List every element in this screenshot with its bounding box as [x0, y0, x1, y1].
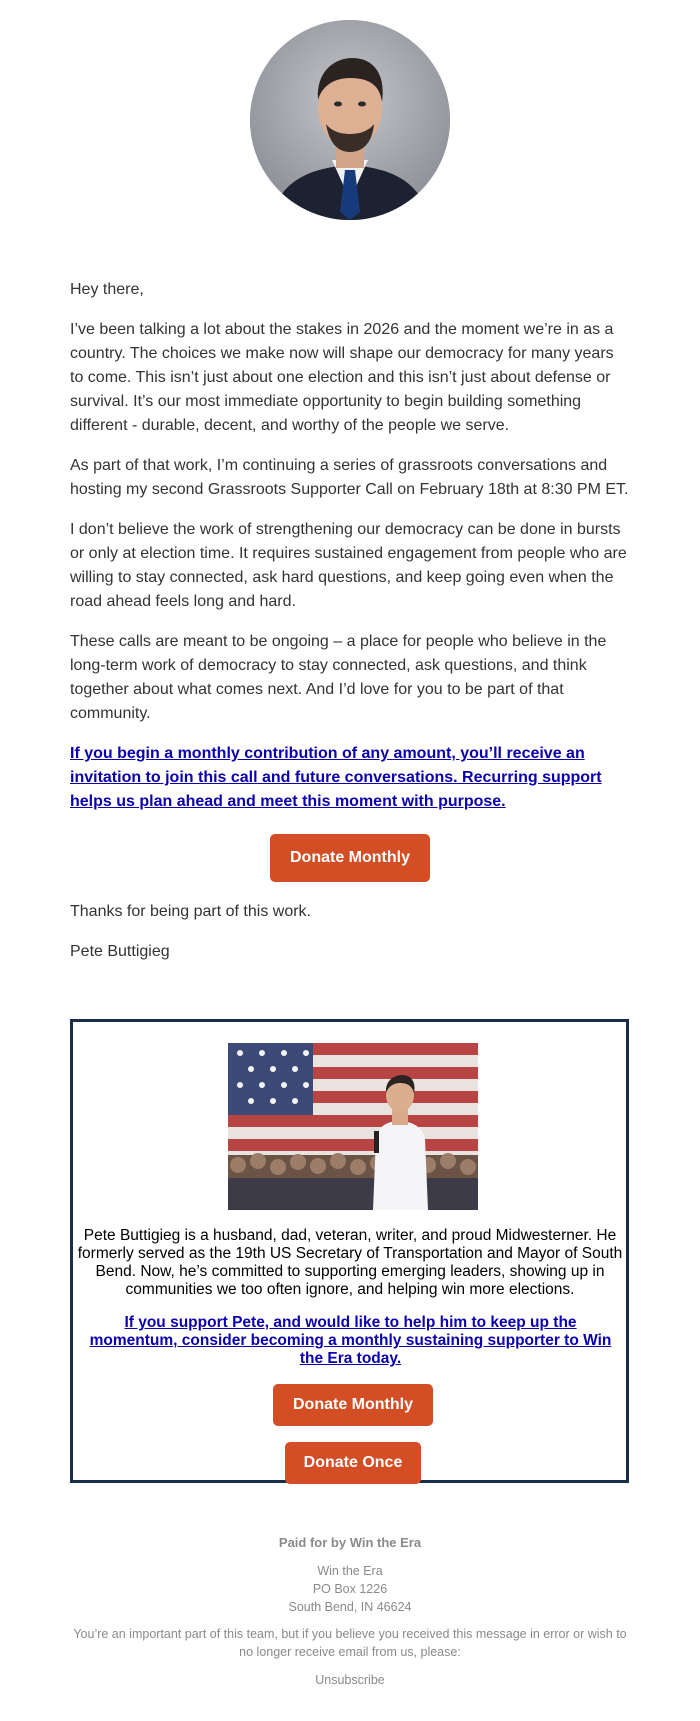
- avatar: [250, 20, 450, 220]
- rally-photo: [228, 1043, 478, 1210]
- paid-for-disclaimer: Paid for by Win the Era: [278, 1535, 422, 1550]
- donate-monthly-button[interactable]: Donate Monthly: [273, 1384, 433, 1426]
- sustaining-supporter-link[interactable]: If you support Pete, and would like to help him to keep up the momentum, consider becoming a monthly sustaining supporter to Win the Era today.: [89, 1314, 612, 1367]
- monthly-contribution-link[interactable]: If you begin a monthly contribution of any amount, you’ll receive an invitation to join this call and future conversations. Recurring support helps us plan ahead and meet this moment with purpose.: [70, 745, 602, 810]
- avatar-image: [250, 20, 450, 220]
- address-line: Win the Era: [317, 1564, 383, 1578]
- mailing-address: [70, 1562, 630, 1616]
- bio-cta-paragraph: [83, 1314, 618, 1368]
- paragraph: As part of that work, I’m continuing a series of grassroots conversations and hosting my second Grassroots Supporter Call on February 18th at 8:30 PM ET.: [70, 457, 629, 498]
- unsubscribe-note: You’re an important part of this team, but if you believe you received this message in error or wish to no longer receive email from us, please:: [73, 1627, 627, 1659]
- paragraph: These calls are meant to be ongoing – a place for people who believe in the long-term work of democracy to stay connected, ask questions, and think together about what comes next. And I’d love for you to be part of that community.: [70, 633, 607, 722]
- rally-photo-image: [228, 1043, 478, 1210]
- footer: [70, 1534, 630, 1689]
- cta-paragraph: [70, 742, 630, 814]
- bio-box: [70, 1019, 629, 1483]
- address-line: PO Box 1226: [312, 1582, 388, 1596]
- paragraph: I don’t believe the work of strengthening our democracy can be done in bursts or only at election time. It requires sustained engagement from people who are willing to stay connected, ask hard questions, and keep going even when the road ahead feels long and hard.: [70, 521, 627, 610]
- letter-body: [70, 278, 630, 830]
- greeting: Hey there,: [70, 281, 144, 298]
- letter-closing: [70, 900, 630, 964]
- signature: Pete Buttigieg: [70, 943, 170, 960]
- bio-text: Pete Buttigieg is a husband, dad, veteran, writer, and proud Midwesterner. He formerly served as the 19th US Secretary of Transportation and Mayor of South Bend. Now, he’s committed to supporting emerging leaders, showing up in communities we too often ignore, and helping win more elections.: [77, 1227, 623, 1298]
- unsubscribe-link[interactable]: Unsubscribe: [315, 1673, 385, 1687]
- address-line: South Bend, IN 46624: [288, 1600, 412, 1614]
- donate-monthly-button[interactable]: Donate Monthly: [270, 834, 430, 882]
- paragraph: I’ve been talking a lot about the stakes in 2026 and the moment we’re in as a country. The choices we make now will shape our democracy for many years to come. This isn’t just about one election and this isn’t just about defense or survival. It’s our most immediate opportunity to begin building something different - durable, decent, and worthy of the people we serve.: [70, 321, 614, 434]
- donate-once-button[interactable]: Donate Once: [285, 1442, 421, 1484]
- thanks-text: Thanks for being part of this work.: [70, 903, 311, 920]
